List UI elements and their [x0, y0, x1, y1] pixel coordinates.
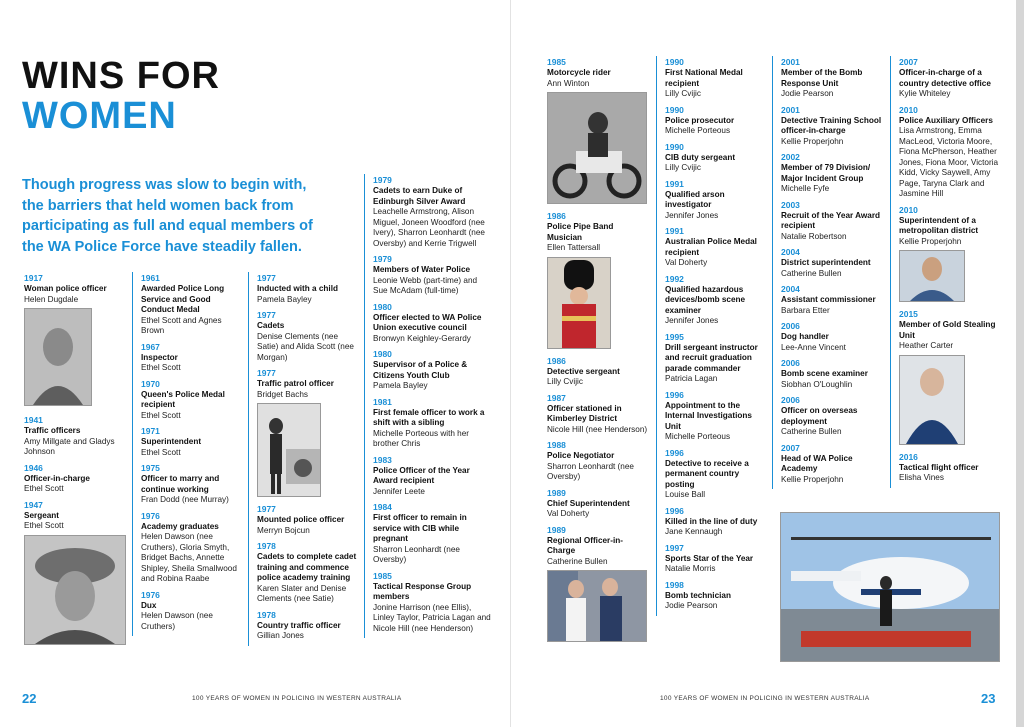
entry-title: Officer elected to WA Police Union executive council [373, 312, 482, 332]
entry-names: Ethel Scott [24, 521, 64, 530]
entry-title: Awarded Police Long Service and Good Conduct Medal [141, 284, 225, 314]
entry-title: Dux [141, 600, 157, 610]
entry-title: Traffic officers [24, 426, 81, 435]
entry-year: 1977 [257, 504, 276, 514]
entry-names: Helen Dugdale [24, 294, 79, 304]
entry-names: Natalie Morris [665, 564, 716, 573]
entry-title: Officer on overseas deployment [781, 406, 858, 426]
entry-year: 1992 [665, 273, 684, 284]
entry-names: Ethel Scott [24, 484, 64, 493]
officer-portrait-photo [899, 355, 965, 445]
entry-names: Barbara Etter [781, 305, 830, 315]
entry-year: 2001 [781, 104, 800, 115]
entry-title: Police Officer of the Year Award recipient [373, 465, 470, 485]
timeline-entry [141, 510, 239, 585]
entry-year: 1988 [547, 440, 566, 450]
entry-year: 1990 [665, 141, 684, 152]
entry-names: Sharron Leonhardt (nee Oversby) [547, 461, 634, 481]
entry-year: 1995 [665, 331, 684, 342]
timeline-entry [665, 447, 769, 501]
entry-title: Detective to receive a permanent country posting [665, 458, 749, 489]
entry-title: Officer-in-charge [24, 473, 90, 483]
timeline-entry [373, 570, 491, 635]
entry-names: Kellie Properjohn [899, 236, 962, 246]
entry-year: 2006 [781, 358, 800, 368]
entry-names: Lilly Cvijic [547, 377, 583, 386]
timeline-entry [781, 151, 885, 195]
ceremony-photo [547, 570, 647, 642]
entry-year: 1985 [547, 57, 566, 67]
entry-year: 1984 [373, 502, 392, 512]
entry-year: 1996 [665, 505, 684, 516]
entry-names: Leachelle Armstrong, Alison Miguel, Joneen Woodford (nee Ivery), Sharron Leonhardt (nee Oversby) and Kerrie Trigwell [373, 207, 485, 248]
entry-title: Cadets to earn Duke of Edinburgh Silver Award [373, 186, 466, 206]
entry-names: Jennifer Jones [665, 210, 719, 220]
entry-title: Dog handler [781, 332, 829, 341]
timeline-entry [24, 414, 124, 458]
entry-title: Detective sergeant [547, 366, 620, 376]
page-divider [510, 0, 511, 727]
entry-names: Heather Carter [899, 341, 954, 350]
entry-title: Mounted police officer [257, 515, 345, 524]
page-number-left: 22 [22, 691, 37, 706]
entry-names: Val Doherty [665, 258, 708, 267]
entry-year: 1990 [665, 104, 684, 115]
entry-title: Chief Superintendent [547, 498, 630, 508]
traffic-officer-photo [257, 403, 321, 497]
timeline-entry [547, 439, 649, 483]
entry-names: Ethel Scott and Agnes Brown [141, 315, 222, 335]
entry-title: Sports Star of the Year [665, 553, 754, 563]
timeline-entry [141, 462, 239, 506]
entry-year: 1977 [257, 310, 276, 320]
entry-title: Cadets [257, 321, 285, 330]
page-number-right: 23 [981, 691, 996, 706]
timeline-entry [547, 487, 649, 520]
timeline-entry [781, 199, 885, 243]
timeline-entry [781, 357, 885, 390]
timeline-column-5 [547, 56, 649, 648]
timeline-entry [665, 225, 769, 269]
timeline-entry [899, 104, 1003, 200]
entry-names: Jennifer Leete [373, 486, 425, 496]
timeline-entry [24, 462, 124, 495]
timeline-column-6 [656, 56, 769, 616]
entry-names: Kellie Properjohn [781, 474, 844, 484]
portrait-photo [24, 308, 92, 406]
entry-title: Recruit of the Year Award recipient [781, 210, 881, 230]
entry-title: Qualified hazardous devices/bomb scene examiner [665, 284, 746, 315]
timeline-entry [781, 246, 885, 279]
timeline-entry [899, 204, 1003, 303]
helicopter-photo [780, 512, 1000, 662]
timeline-entry [257, 540, 359, 605]
timeline-entry [257, 367, 359, 497]
timeline-entry [665, 331, 769, 385]
entry-names: Karen Slater and Denise Clements (nee Satie) [257, 583, 347, 603]
timeline-entry [665, 579, 769, 612]
entry-title: Sergeant [24, 510, 60, 520]
entry-names: Jane Kennaugh [665, 527, 723, 536]
entry-title: Cadets to complete cadet training and commence police academy training [257, 552, 357, 582]
timeline-entry [141, 425, 239, 458]
timeline-entry [547, 524, 649, 643]
entry-title: Members of Water Police [373, 265, 471, 274]
timeline-entry [547, 355, 649, 388]
entry-names: Sharron Leonhardt (nee Oversby) [373, 544, 460, 564]
entry-names: Leonie Webb (part-time) and Sue McAdam (full-time) [373, 275, 478, 295]
entry-title: Assistant commissioner [781, 295, 876, 304]
entry-names: Catherine Bullen [781, 427, 842, 436]
entry-names: Ann Winton [547, 78, 590, 88]
entry-title: Police Pipe Band Musician [547, 222, 614, 242]
timeline-entry [257, 503, 359, 536]
entry-year: 1986 [547, 355, 566, 366]
entry-title: District superintendent [781, 258, 871, 267]
entry-title: Country traffic officer [257, 620, 341, 630]
entry-names: Lilly Cvijic [665, 89, 701, 98]
timeline-entry [547, 210, 649, 349]
entry-names: Nicole Hill (nee Henderson) [547, 424, 648, 434]
timeline-entry [373, 501, 491, 566]
entry-year: 1976 [141, 510, 160, 521]
entry-title: Inducted with a child [257, 284, 338, 293]
timeline-entry [257, 272, 359, 305]
timeline-entry [141, 341, 239, 374]
timeline-entry [665, 56, 769, 100]
title-line-2: WOMEN [22, 95, 177, 137]
timeline-entry [665, 389, 769, 443]
timeline-entry [24, 499, 124, 645]
timeline-entry [665, 273, 769, 327]
entry-title: Police prosecutor [665, 115, 735, 125]
entry-year: 1980 [373, 301, 392, 312]
entry-title: Motorcycle rider [547, 68, 611, 77]
timeline-entry [781, 442, 885, 486]
entry-year: 1975 [141, 463, 160, 473]
entry-names: Catherine Bullen [547, 556, 608, 566]
entry-names: Pamela Bayley [373, 381, 428, 390]
entry-names: Helen Dawson (nee Cruthers), Gloria Smyth, Bridget Bachs, Annette Shipley, Sheila Smallwood and Robina Raabe [141, 532, 237, 583]
entry-names: Merryn Bojcun [257, 525, 310, 535]
timeline-entry [781, 283, 885, 316]
timeline-entry [781, 56, 885, 100]
entry-year: 1996 [665, 447, 684, 458]
entry-title: Police Auxiliary Officers [899, 115, 993, 125]
timeline-column-4 [364, 174, 491, 638]
entry-year: 2015 [899, 309, 918, 319]
entry-title: Regional Officer-in-Charge [547, 535, 623, 555]
entry-title: Member of 79 Division/ Major Incident Group [781, 163, 871, 183]
entry-year: 1990 [665, 57, 684, 67]
timeline-column-2 [132, 272, 239, 636]
entry-names: Michelle Porteous with her brother Chris [373, 428, 470, 448]
entry-year: 1985 [373, 570, 392, 581]
entry-year: 1946 [24, 462, 43, 473]
timeline-entry [373, 174, 491, 249]
entry-title: Tactical flight officer [899, 462, 979, 472]
entry-year: 1961 [141, 273, 160, 283]
entry-names: Natalie Robertson [781, 231, 847, 241]
entry-title: Drill sergeant instructor and recruit graduation parade commander [665, 342, 758, 373]
timeline-entry [781, 104, 885, 148]
timeline-entry [257, 309, 359, 363]
entry-title: Member of the Bomb Response Unit [781, 68, 863, 88]
entry-year: 1976 [141, 589, 160, 600]
entry-names: Ethel Scott [141, 447, 181, 457]
entry-names: Louise Ball [665, 490, 706, 499]
entry-title: Tactical Response Group members [373, 581, 472, 601]
entry-year: 1947 [24, 499, 43, 510]
entry-names: Michelle Porteous [665, 126, 731, 135]
entry-year: 2016 [899, 451, 918, 462]
entry-title: Australian Police Medal recipient [665, 237, 757, 257]
entry-year: 1998 [665, 579, 684, 590]
running-title-right: 100 YEARS OF WOMEN IN POLICING IN WESTERN AUSTRALIA [660, 695, 870, 702]
timeline-entry [781, 394, 885, 438]
entry-names: Fran Dodd (nee Murray) [141, 495, 229, 504]
timeline-entry [373, 348, 491, 392]
intro-text: Though progress was slow to begin with, the barriers that held women back from participating as full and equal members of the WA Police Force have steadily fallen. [22, 177, 313, 255]
pipe-band-photo [547, 257, 611, 349]
entry-names: Amy Millgate and Gladys Johnson [24, 436, 115, 456]
timeline-entry [373, 454, 491, 498]
entry-year: 1991 [665, 226, 684, 236]
entry-year: 2003 [781, 199, 800, 210]
timeline-column-8 [890, 56, 1003, 488]
timeline-entry [373, 253, 491, 297]
entry-year: 1981 [373, 396, 392, 407]
entry-year: 1978 [257, 609, 276, 620]
timeline-column-3 [248, 272, 359, 646]
entry-year: 2007 [899, 57, 918, 67]
entry-year: 1986 [547, 211, 566, 221]
entry-names: Helen Dawson (nee Cruthers) [141, 611, 213, 631]
timeline-entry [665, 141, 769, 174]
entry-names: Michelle Fyfe [781, 184, 830, 193]
entry-year: 2010 [899, 104, 918, 115]
entry-year: 2006 [781, 395, 800, 405]
timeline-entry [141, 272, 239, 337]
entry-title: Member of Gold Stealing Unit [899, 320, 996, 340]
timeline-column-7 [772, 56, 885, 489]
timeline-entry [665, 505, 769, 538]
entry-title: Officer to marry and continue working [141, 474, 220, 494]
entry-names: Val Doherty [547, 509, 590, 518]
entry-year: 1977 [257, 368, 276, 378]
entry-title: Officer stationed in Kimberley District [547, 403, 622, 423]
entry-names: Ethel Scott [141, 363, 181, 372]
entry-title: Appointment to the Internal Investigations Unit [665, 400, 752, 431]
entry-year: 2001 [781, 57, 800, 67]
timeline-entry [141, 378, 239, 422]
timeline-entry [373, 396, 491, 450]
entry-year: 1970 [141, 378, 160, 389]
entry-year: 1977 [257, 273, 276, 283]
timeline-entry [24, 272, 124, 406]
entry-year: 2007 [781, 442, 800, 453]
entry-year: 1987 [547, 392, 566, 403]
running-title-left: 100 YEARS OF WOMEN IN POLICING IN WESTERN AUSTRALIA [192, 695, 402, 702]
entry-year: 1996 [665, 389, 684, 400]
entry-title: Bomb scene examiner [781, 369, 868, 378]
entry-year: 1979 [373, 175, 392, 185]
entry-year: 2002 [781, 152, 800, 162]
timeline-entry [899, 56, 1003, 100]
entry-year: 1991 [665, 178, 684, 189]
entry-names: Ethel Scott [141, 410, 181, 420]
entry-year: 1941 [24, 415, 43, 425]
entry-names: Pamela Bayley [257, 294, 312, 304]
entry-title: Academy graduates [141, 521, 219, 531]
entry-names: Jodie Pearson [665, 601, 718, 610]
entry-names: Siobhan O'Loughlin [781, 379, 853, 389]
entry-title: Police Negotiator [547, 451, 615, 460]
entry-names: Michelle Porteous [665, 432, 731, 441]
entry-names: Catherine Bullen [781, 268, 842, 278]
entry-title: First National Medal recipient [665, 68, 743, 88]
timeline-entry [665, 178, 769, 222]
timeline-entry [899, 451, 1003, 484]
timeline-entry [665, 542, 769, 575]
entry-year: 1989 [547, 524, 566, 535]
entry-year: 1978 [257, 541, 276, 551]
entry-title: Superintendent of a metropolitan district [899, 215, 979, 235]
entry-title: Inspector [141, 352, 178, 362]
timeline-entry [373, 301, 491, 345]
entry-title: Head of WA Police Academy [781, 453, 853, 473]
entry-names: Jonine Harrison (nee Ellis), Linley Taylor, Patricia Lagan and Nicole Hill (nee Henderson) [373, 602, 491, 633]
entry-names: Jennifer Jones [665, 316, 719, 325]
entry-year: 1997 [665, 542, 684, 553]
title-line-1: WINS FOR [22, 55, 220, 97]
entry-names: Kellie Properjohn [781, 136, 844, 146]
entry-title: CIB duty sergeant [665, 152, 736, 162]
officer-portrait-photo [899, 250, 965, 302]
entry-title: Officer-in-charge of a country detective office [899, 68, 991, 88]
portrait-photo [24, 535, 126, 645]
entry-title: Killed in the line of duty [665, 516, 758, 526]
entry-year: 1979 [373, 254, 392, 264]
entry-year: 2004 [781, 284, 800, 294]
entry-names: Lilly Cvijic [665, 163, 701, 172]
entry-names: Kylie Whiteley [899, 89, 951, 98]
entry-title: Superintendent [141, 437, 202, 446]
entry-names: Jodie Pearson [781, 89, 834, 98]
timeline-entry [665, 104, 769, 137]
timeline-entry [257, 609, 359, 642]
entry-names: Lisa Armstrong, Emma MacLeod, Victoria Moore, Fiona McPherson, Heather Jones, Fiona Moor, Victoria Kidd, Vicky Saywell, Amy Page, Taryna Clark and Jasmine Hill [899, 126, 999, 198]
entry-year: 2010 [899, 204, 918, 215]
entry-title: Traffic patrol officer [257, 379, 334, 388]
entry-title: Detective Training School officer-in-charge [781, 115, 882, 135]
entry-names: Lee-Anne Vincent [781, 342, 846, 352]
timeline-column-1 [24, 272, 124, 651]
timeline-entry [899, 308, 1003, 445]
entry-year: 1967 [141, 341, 160, 352]
page-edge [1016, 0, 1024, 727]
entry-title: Woman police officer [24, 284, 107, 293]
entry-names: Bronwyn Keighley-Gerardy [373, 333, 471, 343]
timeline-entry [141, 589, 239, 633]
timeline-entry [781, 320, 885, 353]
entry-names: Ellen Tattersall [547, 243, 601, 252]
entry-year: 1971 [141, 426, 160, 436]
motorcycle-photo [547, 92, 647, 204]
entry-title: First female officer to work a shift with a sibling [373, 407, 485, 427]
timeline-entry [547, 392, 649, 436]
entry-title: Queen's Police Medal recipient [141, 389, 225, 409]
entry-title: Bomb technician [665, 590, 731, 600]
entry-title: Supervisor of a Police & Citizens Youth Club [373, 360, 468, 380]
entry-title: Qualified arson investigator [665, 189, 725, 209]
entry-year: 1983 [373, 454, 392, 465]
entry-names: Denise Clements (nee Satie) and Alida Scott (nee Morgan) [257, 331, 354, 362]
entry-year: 1989 [547, 487, 566, 498]
entry-year: 2006 [781, 321, 800, 331]
entry-names: Elisha Vines [899, 473, 944, 482]
entry-title: First officer to remain in service with CIB while pregnant [373, 513, 467, 543]
entry-year: 1917 [24, 273, 43, 283]
entry-names: Bridget Bachs [257, 389, 308, 399]
entry-names: Gillian Jones [257, 631, 304, 640]
entry-year: 2004 [781, 247, 800, 257]
entry-names: Patricia Lagan [665, 374, 718, 383]
entry-year: 1980 [373, 349, 392, 359]
timeline-entry [547, 56, 649, 204]
